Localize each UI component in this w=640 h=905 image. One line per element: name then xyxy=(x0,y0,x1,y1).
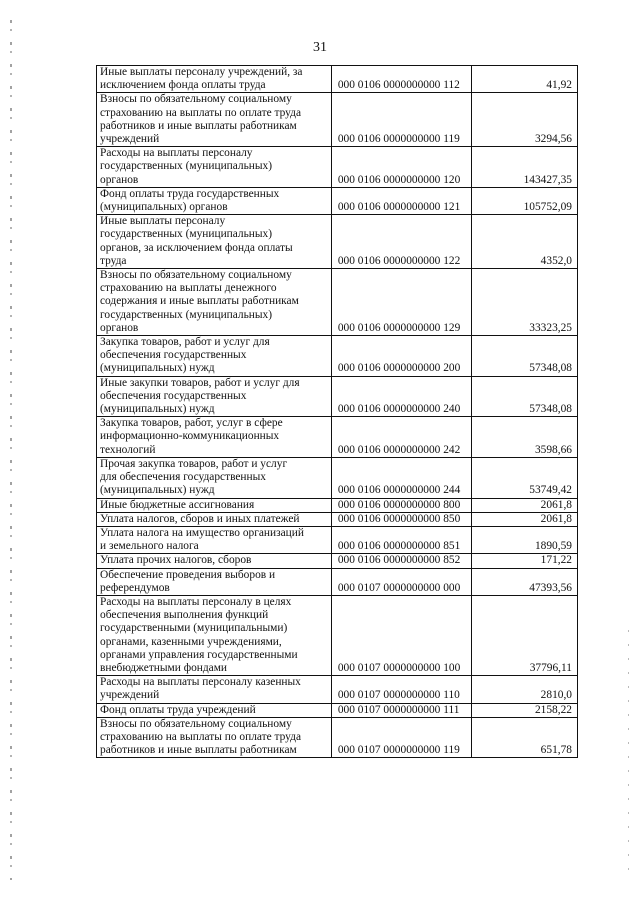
amount-cell: 2158,22 xyxy=(472,703,578,717)
table-row xyxy=(97,498,578,512)
expense-name-cell: Уплата прочих налогов, сборов xyxy=(97,554,332,568)
expense-name-cell: Фонд оплаты труда государственных (муниципальных) органов xyxy=(97,187,332,214)
budget-code-cell: 000 0106 0000000000 852 xyxy=(331,554,472,568)
table-row xyxy=(97,187,578,214)
expense-name-cell: Взносы по обязательному социальному страхованию на выплаты по оплате труда работников и иные выплаты работникам xyxy=(97,717,332,758)
table-body xyxy=(97,66,578,758)
expense-name-cell: Расходы на выплаты персоналу казенных учреждений xyxy=(97,676,332,703)
budget-code-cell: 000 0106 0000000000 112 xyxy=(331,66,472,93)
expense-name-cell: Закупка товаров, работ, услуг в сфере информационно-коммуникационных технологий xyxy=(97,417,332,458)
amount-cell: 57348,08 xyxy=(472,376,578,417)
expense-name-cell: Взносы по обязательному социальному страхованию на выплаты по оплате труда работников и иные выплаты работникам учреждений xyxy=(97,93,332,147)
amount-cell: 3294,56 xyxy=(472,93,578,147)
expense-name-cell: Закупка товаров, работ и услуг для обеспечения государственных (муниципальных) нужд xyxy=(97,336,332,377)
amount-cell: 2061,8 xyxy=(472,498,578,512)
amount-cell: 3598,66 xyxy=(472,417,578,458)
amount-cell: 57348,08 xyxy=(472,336,578,377)
amount-cell: 33323,25 xyxy=(472,269,578,336)
budget-code-cell: 000 0106 0000000000 244 xyxy=(331,457,472,498)
expense-name-cell: Иные бюджетные ассигнования xyxy=(97,498,332,512)
budget-code-cell: 000 0106 0000000000 240 xyxy=(331,376,472,417)
table-row xyxy=(97,554,578,568)
expense-name-cell: Расходы на выплаты персоналу государственных (муниципальных) органов xyxy=(97,147,332,188)
table-row xyxy=(97,93,578,147)
budget-code-cell: 000 0106 0000000000 119 xyxy=(331,93,472,147)
amount-cell: 2810,0 xyxy=(472,676,578,703)
table-row xyxy=(97,66,578,93)
expense-name-cell: Уплата налогов, сборов и иных платежей xyxy=(97,512,332,526)
expense-name-cell: Иные закупки товаров, работ и услуг для обеспечения государственных (муниципальных) нужд xyxy=(97,376,332,417)
amount-cell: 651,78 xyxy=(472,717,578,758)
table-row xyxy=(97,269,578,336)
budget-code-cell: 000 0106 0000000000 800 xyxy=(331,498,472,512)
expense-name-cell: Прочая закупка товаров, работ и услуг для обеспечения государственных (муниципальных) нужд xyxy=(97,457,332,498)
expense-name-cell: Иные выплаты персоналу государственных (муниципальных) органов, за исключением фонда оплаты труда xyxy=(97,215,332,269)
table-row xyxy=(97,512,578,526)
budget-code-cell: 000 0107 0000000000 111 xyxy=(331,703,472,717)
table-row xyxy=(97,595,578,675)
budget-code-cell: 000 0107 0000000000 100 xyxy=(331,595,472,675)
expense-name-cell: Обеспечение проведения выборов и референдумов xyxy=(97,568,332,595)
table-row xyxy=(97,376,578,417)
page-number: 31 xyxy=(313,40,327,55)
expense-name-cell: Уплата налога на имущество организаций и земельного налога xyxy=(97,526,332,553)
table-row xyxy=(97,676,578,703)
budget-code-cell: 000 0106 0000000000 851 xyxy=(331,526,472,553)
budget-code-cell: 000 0106 0000000000 122 xyxy=(331,215,472,269)
expense-name-cell: Взносы по обязательному социальному страхованию на выплаты денежного содержания и иные выплаты работникам государственных (муниципальных) органов xyxy=(97,269,332,336)
table-row xyxy=(97,568,578,595)
amount-cell: 47393,56 xyxy=(472,568,578,595)
scan-edge-artifact xyxy=(10,20,12,880)
table-row xyxy=(97,215,578,269)
amount-cell: 53749,42 xyxy=(472,457,578,498)
amount-cell: 37796,11 xyxy=(472,595,578,675)
budget-code-cell: 000 0106 0000000000 120 xyxy=(331,147,472,188)
expense-name-cell: Расходы на выплаты персоналу в целях обеспечения выполнения функций государственными (муниципальными) органами, казенными учреждениями, органами управления государственными внебюджетными фондами xyxy=(97,595,332,675)
table-row xyxy=(97,417,578,458)
amount-cell: 143427,35 xyxy=(472,147,578,188)
budget-code-cell: 000 0106 0000000000 129 xyxy=(331,269,472,336)
table-row xyxy=(97,147,578,188)
amount-cell: 171,22 xyxy=(472,554,578,568)
amount-cell: 41,92 xyxy=(472,66,578,93)
budget-code-cell: 000 0106 0000000000 121 xyxy=(331,187,472,214)
budget-code-cell: 000 0107 0000000000 119 xyxy=(331,717,472,758)
amount-cell: 105752,09 xyxy=(472,187,578,214)
budget-code-cell: 000 0106 0000000000 200 xyxy=(331,336,472,377)
expense-name-cell: Иные выплаты персоналу учреждений, за исключением фонда оплаты труда xyxy=(97,66,332,93)
expense-name-cell: Фонд оплаты труда учреждений xyxy=(97,703,332,717)
table-row xyxy=(97,457,578,498)
table-row xyxy=(97,703,578,717)
budget-code-cell: 000 0107 0000000000 110 xyxy=(331,676,472,703)
budget-table xyxy=(96,65,578,758)
amount-cell: 4352,0 xyxy=(472,215,578,269)
budget-code-cell: 000 0107 0000000000 000 xyxy=(331,568,472,595)
table-row xyxy=(97,717,578,758)
table-row xyxy=(97,526,578,553)
scan-edge-artifact-right xyxy=(628,630,629,880)
amount-cell: 1890,59 xyxy=(472,526,578,553)
budget-code-cell: 000 0106 0000000000 242 xyxy=(331,417,472,458)
table-row xyxy=(97,336,578,377)
budget-code-cell: 000 0106 0000000000 850 xyxy=(331,512,472,526)
amount-cell: 2061,8 xyxy=(472,512,578,526)
